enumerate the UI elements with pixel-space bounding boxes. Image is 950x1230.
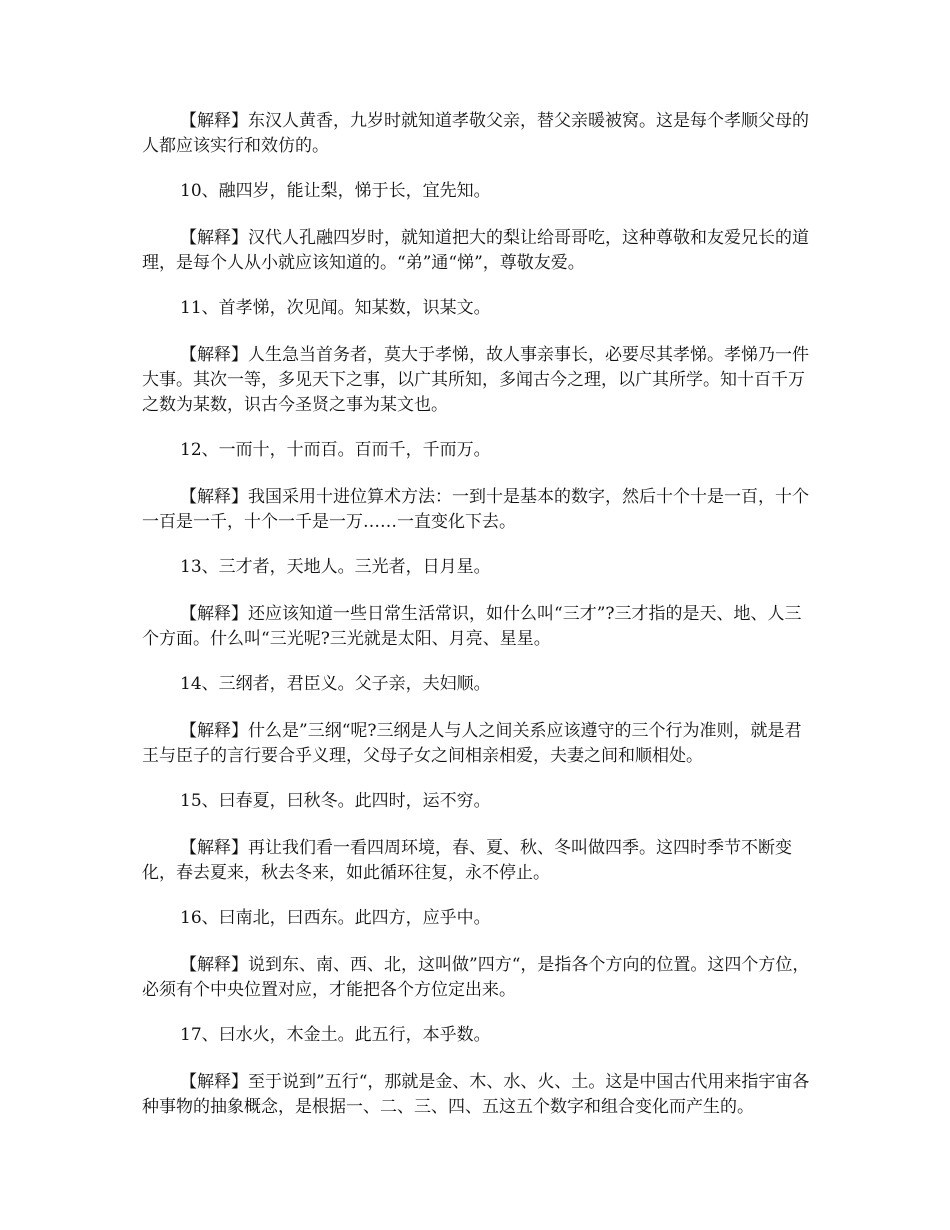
document-body [142, 109, 812, 1140]
verse-line: 12、一而十，十而百。百而千，千而万。 [180, 440, 491, 460]
explanation-paragraph: 【解释】再让我们看一看四周环境，春、夏、秋、冬叫做四季。这四时季节不断变化，春去夏来，秋去冬来，如此循环往复，永不停止。 [142, 838, 792, 883]
explanation-paragraph: 【解释】什么是”三纲“呢?三纲是人与人之间关系应该遵守的三个行为准则，就是君王与臣子的言行要合乎义理，父母子女之间相亲相爱，夫妻之间和顺相处。 [142, 721, 802, 766]
verse-line: 16、曰南北，曰西东。此四方，应乎中。 [180, 908, 491, 928]
explanation-paragraph: 【解释】说到东、南、西、北，这叫做”四方“，是指各个方向的位置。这四个方位，必须有个中央位置对应，才能把各个方位定出来。 [142, 955, 810, 1000]
explanation-paragraph: 【解释】东汉人黄香，九岁时就知道孝敬父亲，替父亲暖被窝。这是每个孝顺父母的人都应该实行和效仿的。 [142, 111, 809, 156]
verse-line: 14、三纲者，君臣义。父子亲，夫妇顺。 [180, 674, 491, 694]
explanation-paragraph: 【解释】人生急当首务者，莫大于孝悌，故人事亲事长，必要尽其孝悌。孝悌乃一件大事。其次一等，多见天下之事，以广其所知，多闻古今之理，以广其所学。知十百千万之数为某数，识古今圣贤之事为某文也。 [142, 345, 809, 415]
verse-line: 17、曰水火，木金土。此五行，本乎数。 [180, 1025, 491, 1045]
verse-line: 13、三才者，天地人。三光者，日月星。 [180, 557, 491, 577]
explanation-paragraph: 【解释】至于说到”五行“，那就是金、木、水、火、土。这是中国古代用来指宇宙各种事物的抽象概念，是根据一、二、三、四、五这五个数字和组合变化而产生的。 [142, 1072, 810, 1117]
verse-line: 15、曰春夏，曰秋冬。此四时，运不穷。 [180, 791, 491, 811]
explanation-paragraph: 【解释】汉代人孔融四岁时，就知道把大的梨让给哥哥吃，这种尊敬和友爱兄长的道理，是每个人从小就应该知道的。“弟”通“悌”，尊敬友爱。 [142, 228, 809, 273]
verse-line: 11、首孝悌，次见闻。知某数，识某文。 [180, 298, 491, 318]
verse-line: 10、融四岁，能让梨，悌于长，宜先知。 [180, 181, 491, 201]
explanation-paragraph: 【解释】还应该知道一些日常生活常识，如什么叫“三才”?三才指的是天、地、人三个方面。什么叫“三光呢?三光就是太阳、月亮、星星。 [142, 604, 802, 649]
explanation-paragraph: 【解释】我国采用十进位算术方法：一到十是基本的数字，然后十个十是一百，十个一百是一千，十个一千是一万……一直变化下去。 [142, 487, 809, 532]
